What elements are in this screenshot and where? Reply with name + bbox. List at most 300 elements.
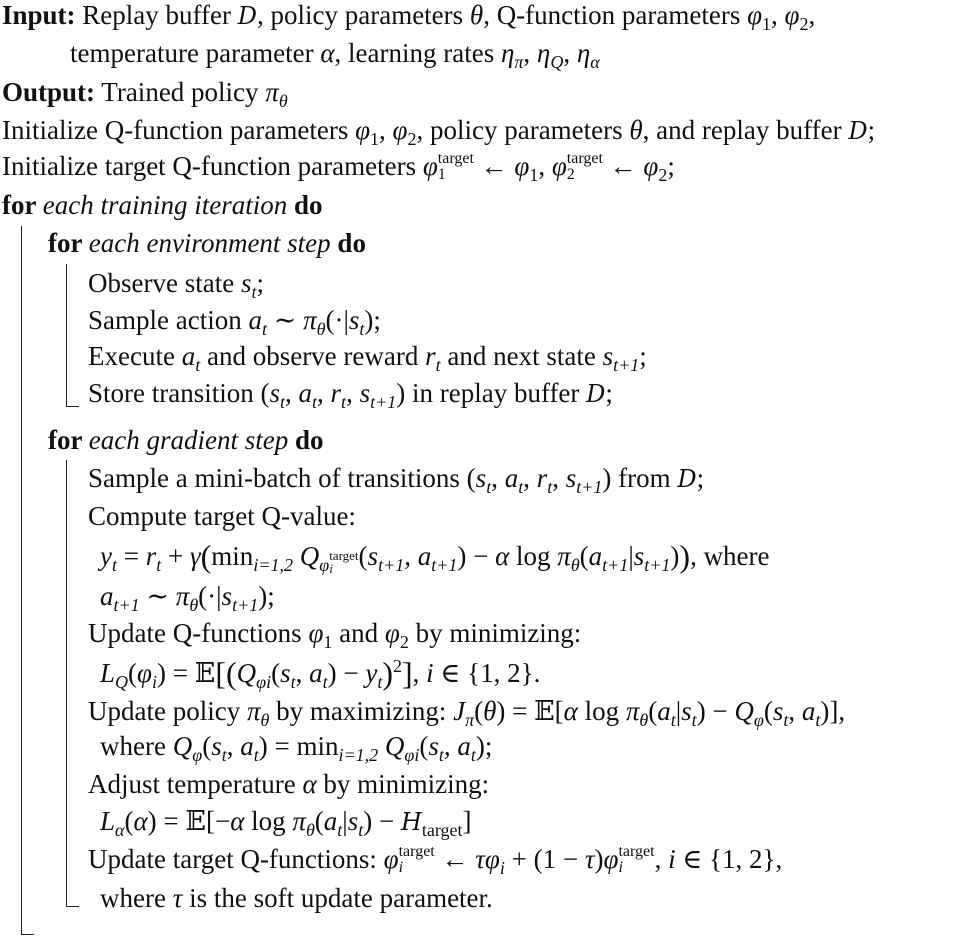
big-delimiter: ) <box>382 655 393 691</box>
text-run: ) = 𝔼[− <box>147 806 231 836</box>
text-run: , <box>523 463 537 493</box>
math-symbol: i <box>426 658 434 688</box>
math-symbol: π <box>557 541 571 571</box>
text-run: ( <box>474 696 484 726</box>
math-symbol: Q <box>236 658 257 688</box>
math-symbol: τ <box>172 883 183 913</box>
gradient-loop-rule <box>66 460 79 907</box>
math-symbol: i <box>668 844 676 874</box>
math-symbol: α <box>230 806 245 836</box>
math-symbol: s <box>221 581 233 611</box>
subscript: t <box>470 745 476 765</box>
subscript: i=1,2 <box>253 555 293 575</box>
math-symbol: η <box>576 38 591 68</box>
algorithm-line <box>100 655 541 692</box>
math-symbol: J <box>453 696 466 726</box>
algorithm-line <box>88 340 647 375</box>
algorithm-line <box>100 730 493 765</box>
subscript: φ <box>753 710 764 730</box>
subscript: t <box>322 672 328 692</box>
text-run: , and replay buffer <box>642 115 849 145</box>
math-symbol: a <box>504 463 519 493</box>
subscript: t+1 <box>370 392 397 412</box>
text-run: , <box>552 463 566 493</box>
algorithm-line <box>88 304 381 339</box>
outer-loop-rule <box>21 226 34 935</box>
math-symbol: L <box>100 658 116 688</box>
text-run: Execute <box>88 341 182 371</box>
subscript: θ <box>260 710 270 730</box>
subscript: i=1,2 <box>338 745 379 765</box>
math-symbol: s <box>359 378 371 408</box>
text-run: is the soft update parameter. <box>182 883 493 913</box>
subscript: t <box>280 392 286 412</box>
text-run: , where <box>690 541 770 571</box>
keyword: for <box>48 228 89 258</box>
text-run: where <box>100 883 173 913</box>
keyword: Output: <box>2 77 96 107</box>
text-run: , <box>346 378 360 408</box>
math-symbol: α <box>563 696 578 726</box>
math-symbol: s <box>348 305 360 335</box>
math-symbol: α <box>495 541 510 571</box>
text-run: log <box>244 806 293 836</box>
subscript: 1 <box>529 165 539 185</box>
text-run: Replay buffer <box>75 0 238 30</box>
text-run: Sample action <box>88 305 249 335</box>
subscript: t+1 <box>602 555 629 575</box>
math-symbol: s <box>428 731 439 761</box>
algorithm-line <box>88 768 489 800</box>
math-symbol: each gradient step <box>88 425 295 455</box>
math-symbol: each environment step <box>88 228 338 258</box>
text-run: log <box>577 696 626 726</box>
big-delimiter: ] <box>402 655 413 691</box>
subscript: t <box>438 745 444 765</box>
calligraphic-symbol: D <box>586 380 606 408</box>
text-run: Update Q-functions <box>88 618 309 648</box>
calligraphic-symbol: D <box>848 117 868 145</box>
text-run: ); <box>364 305 381 335</box>
text-run: Update policy <box>88 696 247 726</box>
superscript: target <box>566 150 603 167</box>
math-symbol: φ <box>514 151 530 181</box>
math-symbol: a <box>248 305 262 335</box>
subscript: t <box>486 477 492 497</box>
algorithm-line <box>100 580 275 615</box>
text-run: ( <box>202 731 212 761</box>
algorithm-line <box>48 424 324 456</box>
algorithm-line <box>88 695 846 730</box>
text-run: ) = 𝔼 <box>156 658 216 688</box>
math-symbol: Q <box>299 541 320 571</box>
math-symbol: η <box>500 38 515 68</box>
subscript: φi <box>256 672 272 692</box>
subscript: t+1 <box>378 555 405 575</box>
subscript: i <box>499 858 505 878</box>
subscript: t <box>435 355 441 375</box>
keyword: do <box>294 425 324 455</box>
text-run: Update target Q-functions: <box>88 844 384 874</box>
subscript: t <box>290 672 296 692</box>
text-run: + (1 − <box>504 844 585 874</box>
text-run: ) <box>670 541 680 571</box>
math-symbol: φ <box>137 658 152 688</box>
subscript: t <box>518 477 524 497</box>
subscript: 2 <box>407 129 417 149</box>
text-run: , <box>404 541 418 571</box>
math-symbol: Q <box>734 696 754 726</box>
subscript: Q <box>115 672 129 692</box>
text-run: ; <box>667 151 675 181</box>
math-symbol: φ <box>747 0 763 30</box>
algorithm-line <box>100 882 493 914</box>
text-run: , learning rates <box>334 38 501 68</box>
math-symbol: a <box>801 696 816 726</box>
text-run: ) = 𝔼[ <box>496 696 564 726</box>
keyword: for <box>2 190 43 220</box>
math-symbol: s <box>475 463 487 493</box>
text-run: Observe state <box>88 268 241 298</box>
text-run: ) − <box>457 541 496 571</box>
math-symbol: τφ <box>475 844 500 874</box>
text-run: Adjust temperature <box>88 769 303 799</box>
keyword: for <box>48 425 89 455</box>
superscript: 2 <box>393 656 402 676</box>
text-run: ∈ {1, 2}, <box>675 844 783 874</box>
text-run: Initialize Q-function parameters <box>2 115 356 145</box>
text-run: ∼ <box>139 581 176 611</box>
superscript: target <box>618 843 655 860</box>
math-symbol: π <box>625 696 640 726</box>
math-symbol: s <box>280 658 291 688</box>
algorithm-line <box>2 0 816 34</box>
algorithm-line <box>2 150 675 185</box>
algorithm-line <box>88 500 356 532</box>
math-symbol: r <box>145 541 157 571</box>
text-run: ( <box>579 541 589 571</box>
text-run: Trained policy <box>95 77 266 107</box>
text-run: , <box>808 0 816 30</box>
text-run: , policy parameters <box>257 0 470 30</box>
subscript: t+1 <box>232 595 259 615</box>
algorithm-line <box>70 37 600 72</box>
sup-sub-stack <box>399 844 435 876</box>
subscript: t <box>111 555 117 575</box>
subscript: i <box>618 859 623 876</box>
text-run: ) from <box>602 463 678 493</box>
math-symbol: a <box>588 541 603 571</box>
math-symbol: φ <box>422 151 438 181</box>
text-run: , <box>443 731 458 761</box>
math-symbol: a <box>657 696 671 726</box>
text-run: ← <box>602 151 644 181</box>
text-run: ( <box>128 658 138 688</box>
keyword: do <box>293 190 323 220</box>
subscript: t <box>358 820 364 840</box>
math-symbol: φ <box>308 618 324 648</box>
text-run: Compute target Q-value: <box>88 501 356 531</box>
text-run: ; <box>605 378 613 408</box>
big-delimiter: ( <box>200 538 212 574</box>
text-run: ∈ {1, 2}. <box>433 658 541 688</box>
text-run: by maximizing: <box>269 696 454 726</box>
math-symbol: π <box>292 806 306 836</box>
subscript: Q <box>550 52 564 72</box>
subscript: t <box>670 710 676 730</box>
subscript: t <box>261 319 267 339</box>
subscript: 2 <box>658 165 668 185</box>
math-symbol: α <box>302 769 317 799</box>
math-symbol: Q <box>172 731 193 761</box>
math-symbol: s <box>269 378 280 408</box>
subscript: θ <box>639 710 649 730</box>
subscript: i <box>151 672 157 692</box>
math-symbol: a <box>309 658 323 688</box>
text-run: ); <box>475 731 493 761</box>
subscript: t <box>253 745 259 765</box>
subscript: θ <box>278 91 288 111</box>
algorithm-line <box>100 805 472 840</box>
math-symbol: s <box>347 806 359 836</box>
big-delimiter: ) <box>679 538 691 574</box>
text-run: + <box>161 541 190 571</box>
subscript: φ <box>192 745 203 765</box>
superscript: target <box>329 548 359 563</box>
keyword: Input: <box>2 0 76 30</box>
math-symbol: s <box>240 268 252 298</box>
text-run: , <box>491 463 505 493</box>
math-symbol: θ <box>469 0 484 30</box>
text-run: ) in replay buffer <box>396 378 587 408</box>
big-delimiter: ( <box>225 655 237 691</box>
text-run: by minimizing: <box>316 769 490 799</box>
text-run: ) − <box>327 658 366 688</box>
math-symbol: π <box>246 696 261 726</box>
text-run: ; <box>256 268 264 298</box>
subscript: 1 <box>370 129 380 149</box>
text-run: ( <box>358 541 368 571</box>
subscript: t <box>377 672 383 692</box>
subscript: 1 <box>323 632 333 652</box>
text-run: min <box>211 541 254 571</box>
math-symbol: θ <box>483 696 497 726</box>
text-run: ; <box>639 341 647 371</box>
sup-sub-stack <box>438 151 474 183</box>
text-run: (·| <box>325 305 349 335</box>
big-delimiter: [ <box>215 655 226 691</box>
subscript: π <box>465 710 475 730</box>
text-run: ← <box>473 151 515 181</box>
text-run: , policy parameters <box>416 115 630 145</box>
text-run: , <box>523 38 537 68</box>
math-symbol: a <box>417 541 432 571</box>
algorithm-line <box>2 114 876 149</box>
subscript: θ <box>316 319 326 339</box>
text-run: , <box>538 151 552 181</box>
math-symbol: s <box>772 696 784 726</box>
text-run: by minimizing: <box>408 618 582 648</box>
subscript: 2 <box>399 632 409 652</box>
text-run: , <box>788 696 802 726</box>
math-symbol: α <box>320 38 335 68</box>
subscript: 1 <box>762 14 772 34</box>
math-symbol: s <box>602 341 614 371</box>
math-symbol: s <box>565 463 577 493</box>
math-symbol: s <box>633 541 645 571</box>
text-run: , <box>771 0 785 30</box>
calligraphic-symbol: H <box>400 808 422 836</box>
text-run: | <box>675 696 682 726</box>
subscript: t+1 <box>113 595 140 615</box>
math-symbol: y <box>100 541 112 571</box>
math-symbol: φ <box>392 115 408 145</box>
text-run: ) − <box>363 806 401 836</box>
subscript: t <box>547 477 553 497</box>
subscript: 2 <box>566 166 575 183</box>
math-symbol: φ <box>383 844 399 874</box>
subscript: θ <box>305 820 315 840</box>
text-run: and next state <box>440 341 603 371</box>
superscript: target <box>437 150 474 167</box>
text-run: and observe reward <box>200 341 426 371</box>
algorithm-line <box>2 189 323 221</box>
text-run: Sample a mini-batch of transitions ( <box>88 463 476 493</box>
subscript: α <box>590 52 600 72</box>
text-run: )], <box>820 696 846 726</box>
text-run: , <box>563 38 577 68</box>
text-run: , <box>379 115 393 145</box>
text-run: , <box>317 378 331 408</box>
sup-sub-stack <box>329 549 358 575</box>
text-run: log <box>509 541 558 571</box>
subscript: t <box>312 392 318 412</box>
text-run: temperature parameter <box>70 38 321 68</box>
text-run <box>293 541 300 571</box>
subscript: t <box>251 282 257 302</box>
text-run: ) − <box>696 696 735 726</box>
text-run: , <box>285 378 299 408</box>
math-symbol: φ <box>603 844 619 874</box>
text-run: Initialize target Q-function parameters <box>2 151 423 181</box>
math-symbol: L <box>100 806 116 836</box>
text-run: = <box>117 541 146 571</box>
text-run: ( <box>271 658 281 688</box>
math-symbol: φ <box>384 618 400 648</box>
subscript: φ <box>319 555 330 575</box>
math-symbol: a <box>100 581 114 611</box>
calligraphic-symbol: D <box>677 465 697 493</box>
subscript: i <box>329 561 333 576</box>
subscript: α <box>115 820 125 840</box>
keyword: do <box>337 228 366 258</box>
subscript: t <box>783 710 789 730</box>
text-run: ); <box>258 581 275 611</box>
math-symbol: a <box>323 806 338 836</box>
text-run <box>378 731 385 761</box>
math-symbol: a <box>240 731 254 761</box>
subscript: t <box>221 745 227 765</box>
text-run: ∼ <box>266 305 304 335</box>
algorithm-line <box>88 617 582 652</box>
text-run: ← <box>434 844 476 874</box>
math-symbol: each training iteration <box>42 190 294 220</box>
math-symbol: r <box>536 463 548 493</box>
subscript: t+1 <box>613 355 640 375</box>
text-run: and <box>332 618 385 648</box>
text-run: | <box>628 541 634 571</box>
algorithm-line <box>100 538 770 576</box>
algorithm-line <box>88 843 783 878</box>
math-symbol: r <box>330 378 342 408</box>
text-run: ( <box>648 696 658 726</box>
text-run: ; <box>867 115 876 145</box>
math-symbol: r <box>425 341 436 371</box>
subscript: target <box>421 820 463 840</box>
text-run: ( <box>314 806 324 836</box>
text-run: | <box>342 806 348 836</box>
text-run: , <box>412 658 427 688</box>
math-symbol: π <box>175 581 190 611</box>
math-symbol: s <box>367 541 379 571</box>
text-run: ( <box>124 806 134 836</box>
math-symbol: φ <box>643 151 659 181</box>
algorithm-line <box>88 462 705 497</box>
subscript: 1 <box>437 166 446 183</box>
math-symbol: π <box>265 77 279 107</box>
algorithm-line <box>2 76 288 111</box>
text-run: Store transition ( <box>88 378 270 408</box>
calligraphic-symbol: D <box>237 2 257 30</box>
subscript: φi <box>404 745 420 765</box>
math-symbol: τ <box>584 844 595 874</box>
math-symbol: a <box>298 378 313 408</box>
math-symbol: γ <box>190 541 201 571</box>
math-symbol: a <box>457 731 471 761</box>
sup-sub-stack <box>567 151 603 183</box>
algorithm-line <box>88 267 264 302</box>
text-run: ( <box>763 696 773 726</box>
math-symbol: π <box>303 305 317 335</box>
subscript: t <box>195 355 201 375</box>
text-run: ] <box>462 806 472 836</box>
subscript: t <box>341 392 347 412</box>
math-symbol: φ <box>784 0 800 30</box>
algorithm-line <box>48 227 366 259</box>
math-symbol: Q <box>384 731 405 761</box>
text-run: where <box>100 731 173 761</box>
subscript: t+1 <box>576 477 603 497</box>
math-symbol: y <box>365 658 378 688</box>
text-run: , <box>226 731 241 761</box>
subscript: t <box>691 710 697 730</box>
env-loop-rule <box>66 264 79 407</box>
text-run: , Q-function parameters <box>483 0 748 30</box>
sup-sub-stack <box>618 844 654 876</box>
math-symbol: α <box>133 806 148 836</box>
algorithm-line <box>88 377 613 412</box>
superscript: target <box>398 843 435 860</box>
subscript: t <box>359 319 365 339</box>
text-run: , <box>654 844 669 874</box>
subscript: t <box>337 820 343 840</box>
math-symbol: θ <box>629 115 643 145</box>
math-symbol: φ <box>551 151 567 181</box>
math-symbol: φ <box>355 115 371 145</box>
math-symbol: s <box>681 696 692 726</box>
text-run: ) = min <box>258 731 339 761</box>
subscript: t <box>815 710 821 730</box>
